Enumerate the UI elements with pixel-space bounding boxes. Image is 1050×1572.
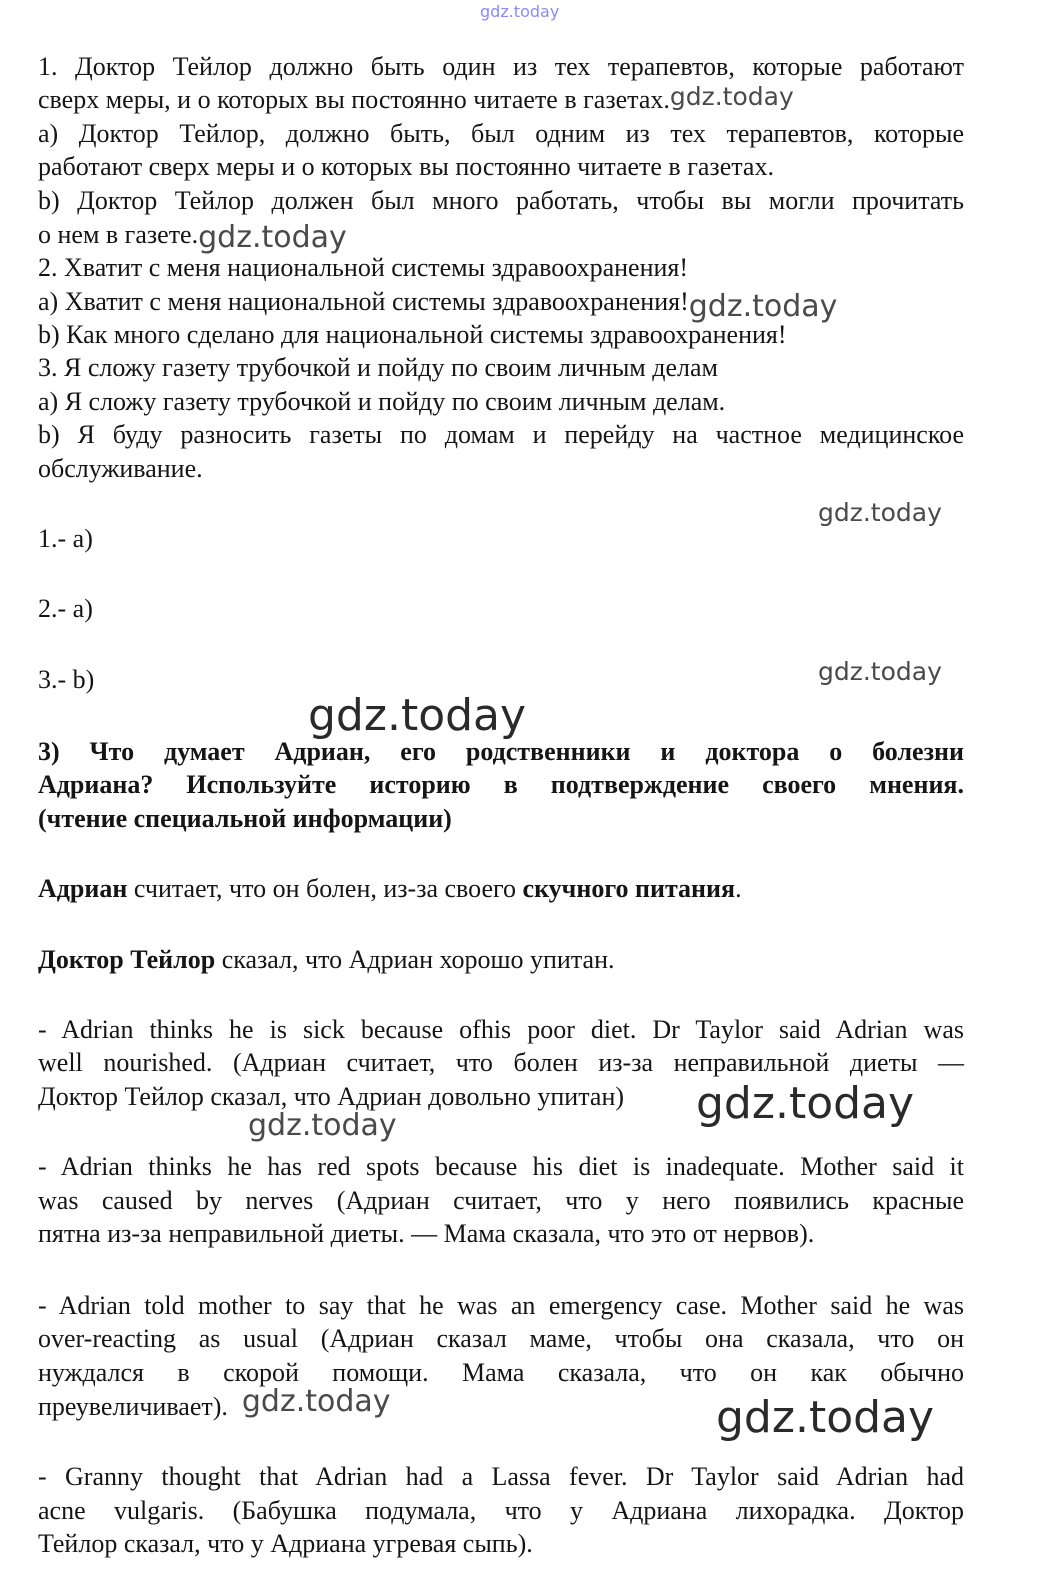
watermark: gdz.today	[716, 1392, 935, 1443]
watermark: gdz.today	[241, 1384, 391, 1419]
text-line: Тейлор сказал, что у Адриана угревая сыпь).	[38, 1529, 533, 1558]
text-line: over-reacting as usual (Адриан сказал маме, чтобы она сказала, что он	[38, 1324, 964, 1353]
text-line	[38, 83, 964, 117]
text-line: а) Я сложу газету трубочкой и пойду по своим личным делам.	[38, 387, 726, 416]
text-line: 1. Доктор Тейлор должно быть один из тех терапевтов, которые работают	[38, 52, 964, 81]
text-line: обслуживание.	[38, 454, 203, 483]
text-line: b) Как много сделано для национальной системы здравоохранения!	[38, 320, 787, 349]
text-span: сказал, что Адриан хорошо упитан.	[215, 945, 615, 974]
watermark: gdz.today	[669, 82, 794, 111]
text-line	[38, 284, 964, 324]
watermark: gdz.today	[818, 657, 942, 686]
text-span: считает, что он болен, из-за своего	[127, 874, 523, 903]
bold-span: Доктор Тейлор	[38, 945, 216, 974]
question-line: 3) Что думает Адриан, его родственники и доктора о болезни	[38, 737, 964, 766]
text-line: - Adrian thinks he has red spots because his diet is inadequate. Mother said it	[38, 1152, 964, 1181]
watermark: gdz.today	[688, 289, 838, 324]
text-line: b) Доктор Тейлор должен был много работать, чтобы вы могли прочитать	[38, 186, 964, 215]
watermark: gdz.today	[696, 1078, 915, 1129]
text-line: - Adrian thinks he is sick because ofhis poor diet. Dr Taylor said Adrian was	[38, 1015, 964, 1044]
answer-line: 3.- b)	[38, 665, 95, 694]
text-line: пятна из-за неправильной диеты. — Мама сказала, что это от нервов).	[38, 1219, 815, 1248]
text-line: Доктор Тейлор сказал, что Адриан довольно упитан)	[38, 1082, 625, 1111]
question-line: Адриана? Используйте историю в подтверждение своего мнения.	[38, 770, 964, 799]
text-line: - Granny thought that Adrian had a Lassa fever. Dr Taylor said Adrian had	[38, 1462, 964, 1491]
text-span: .	[735, 874, 742, 903]
watermark: gdz.today	[248, 1108, 397, 1143]
text-line: - Adrian told mother to say that he was an emergency case. Mother said he was	[38, 1291, 964, 1320]
text-line	[38, 943, 964, 977]
watermark-top: gdz.today	[480, 2, 560, 21]
text-line: 3. Я сложу газету трубочкой и пойду по своим личным делам	[38, 353, 718, 382]
answer-line: 2.- а)	[38, 594, 93, 623]
watermark: gdz.today	[818, 498, 942, 527]
text-line	[38, 217, 964, 255]
watermark: gdz.today	[198, 220, 347, 255]
question-line: (чтение специальной информации)	[38, 804, 452, 833]
text-span: о нем в газете.	[38, 220, 199, 249]
text-line: was caused by nerves (Адриан считает, что у него появились красные	[38, 1186, 964, 1215]
text-line: нуждался в скорой помощи. Мама сказала, что он как обычно	[38, 1358, 964, 1387]
text-span: преувеличивает).	[38, 1392, 228, 1421]
text-line: а) Доктор Тейлор, должно быть, был одним из тех терапевтов, которые	[38, 119, 964, 148]
watermark: gdz.today	[308, 690, 527, 741]
text-line: 2. Хватит с меня национальной системы здравоохранения!	[38, 253, 689, 282]
answer-line: 1.- а)	[38, 524, 93, 553]
text-line: acne vulgaris. (Бабушка подумала, что у Адриана лихорадка. Доктор	[38, 1496, 964, 1525]
text-line: well nourished. (Адриан считает, что болен из-за неправильной диеты —	[38, 1048, 964, 1077]
text-line	[38, 872, 964, 906]
bold-span: Адриан	[38, 874, 128, 903]
text-span: а) Хватит с меня национальной системы здравоохранения!	[38, 287, 689, 316]
text-line: работают сверх меры и о которых вы постоянно читаете в газетах.	[38, 152, 774, 181]
text-span: сверх меры, и о которых вы постоянно читаете в газетах.	[38, 85, 670, 114]
text-line: b) Я буду разносить газеты по домам и перейду на частное медицинское	[38, 420, 964, 449]
bold-span: скучного питания	[522, 874, 736, 903]
